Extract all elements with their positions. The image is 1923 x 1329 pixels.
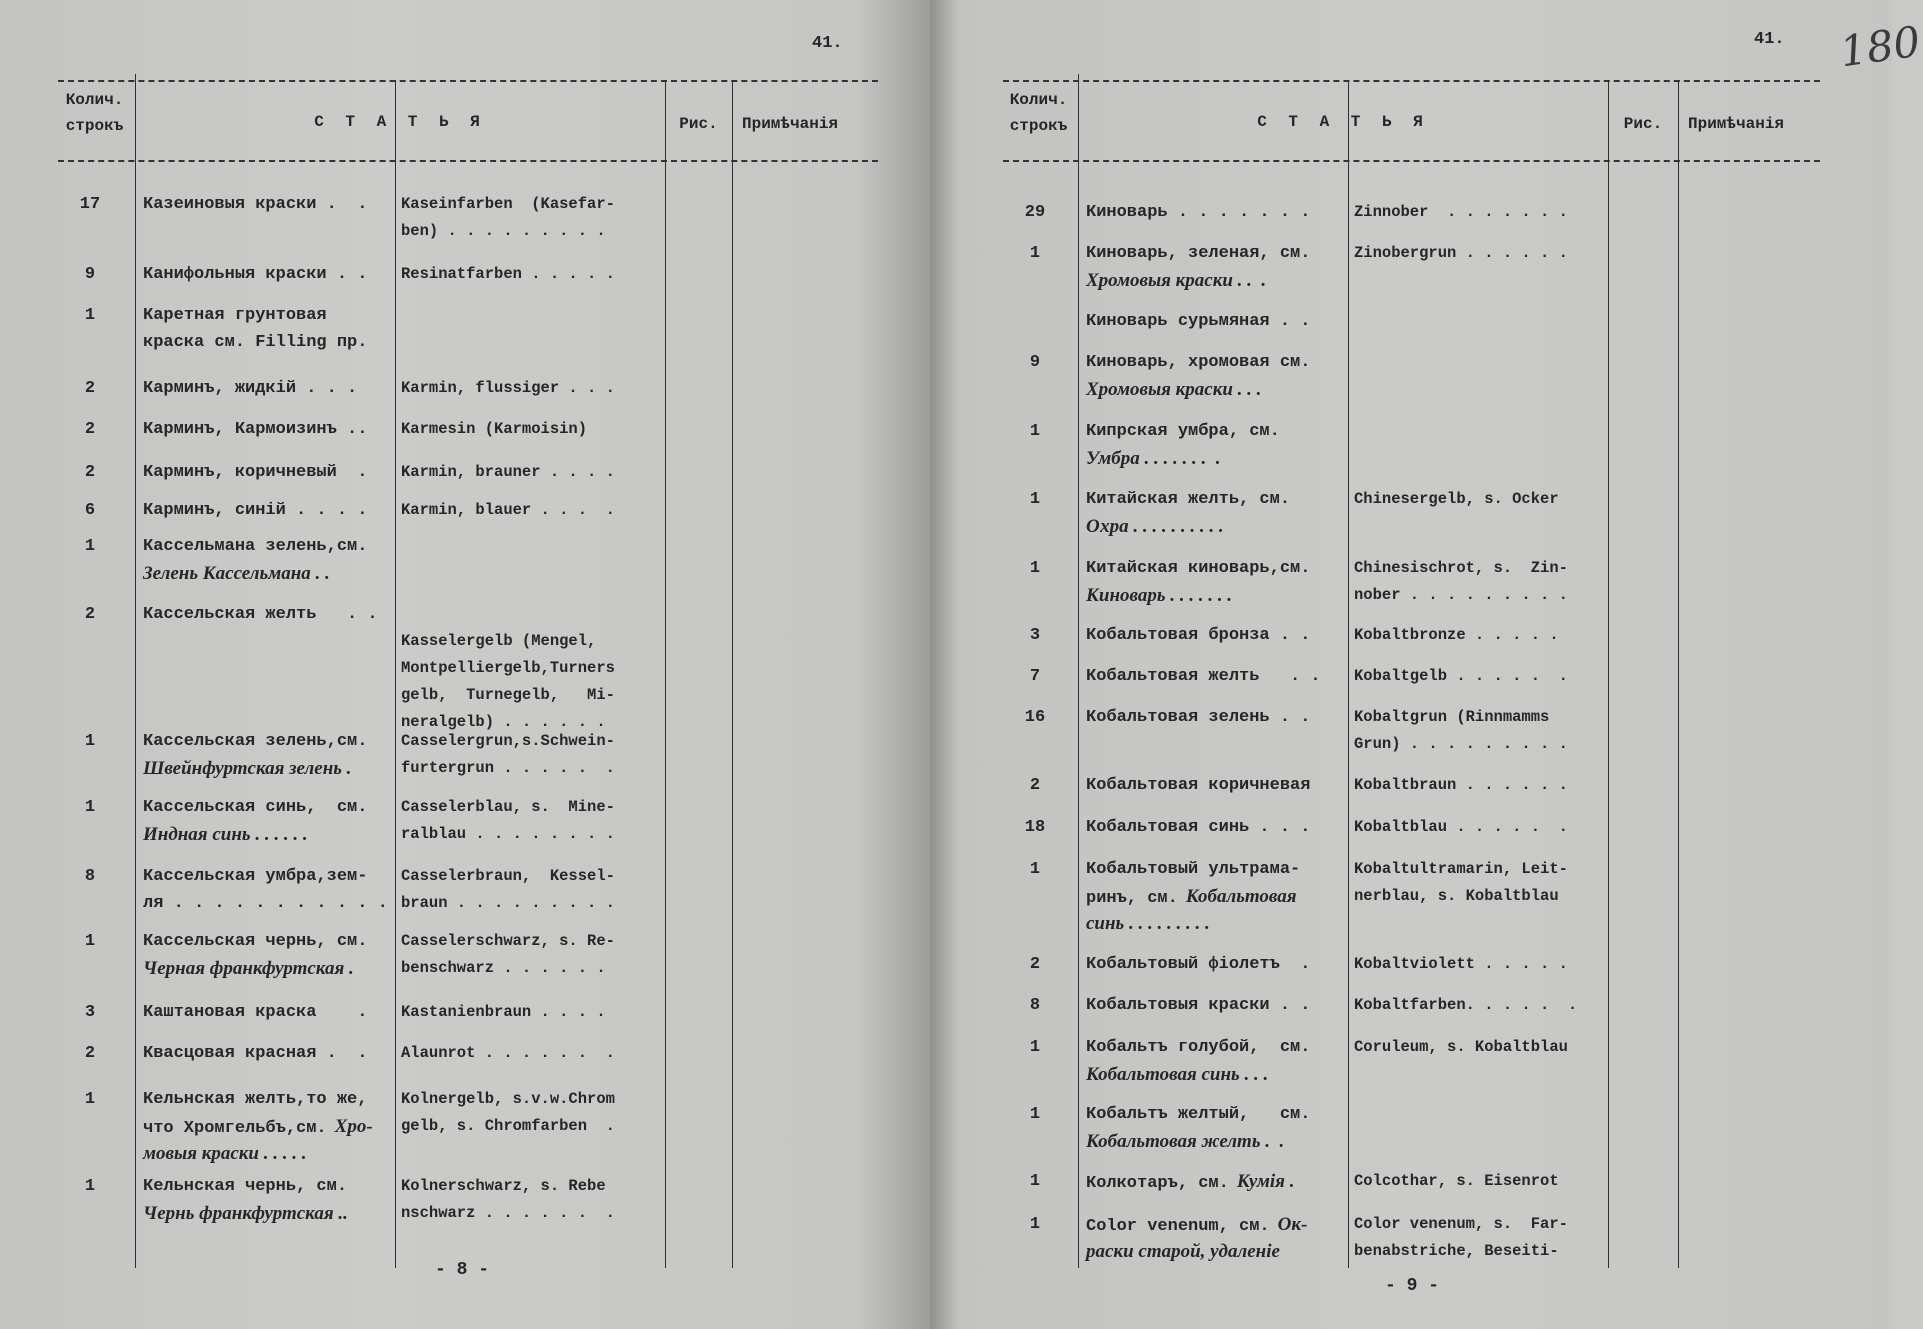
entry-russian-line — [1086, 992, 1310, 1019]
entry-russian-line — [1086, 910, 1210, 939]
entry-german-line: nober . . . . . . . . . — [1354, 586, 1568, 604]
entry-russian-line — [143, 928, 367, 955]
entry-russian-line — [1086, 1211, 1307, 1240]
entry-russian-text: Кассельская желть . . — [143, 605, 378, 624]
cross-reference-italic: Чернь франкфуртская .. — [143, 1203, 348, 1224]
entry-german-line: Zinnober . . . . . . . — [1354, 203, 1568, 221]
entry-count: 1 — [84, 798, 96, 817]
column-divider — [1078, 74, 1079, 1268]
entry-count: 3 — [1029, 626, 1041, 645]
entry-count: 3 — [84, 1003, 96, 1022]
entry-russian-text: Кобальтъ желтый, см. — [1086, 1105, 1311, 1124]
cross-reference-italic: Кумія . — [1236, 1171, 1295, 1192]
entry-russian-line — [143, 560, 330, 589]
entry-german-line: Karmin, flussiger . . . — [401, 379, 615, 397]
entry-russian-text: Кобальтовый ультрама- — [1086, 860, 1301, 879]
notes-header: Примѣчанія — [742, 115, 839, 133]
entry-count: 2 — [84, 379, 96, 398]
entry-russian-text: Киноварь . . . . . . . — [1086, 203, 1311, 222]
entry-russian-line — [1086, 1101, 1310, 1128]
entry-russian-line — [1086, 376, 1261, 405]
entry-russian-line — [143, 329, 367, 356]
entry-russian-line — [143, 728, 367, 755]
entry-german-line: ralblau . . . . . . . . — [401, 825, 615, 843]
entry-russian-text: Карминъ, жидкій . . . — [143, 379, 358, 398]
entry-russian-text: Казеиновыя краски . . — [143, 195, 368, 214]
cross-reference-italic: Хромовыя краски . . . — [1086, 270, 1267, 291]
entry-russian-line — [1086, 445, 1221, 474]
cross-reference-italic: Хромовыя краски . . . — [1086, 379, 1262, 400]
article-header: С Т А Т Ь Я — [314, 113, 486, 131]
entry-german-line: Kastanienbraun . . . . — [401, 1003, 606, 1021]
right-page-footer: - 9 - — [1385, 1276, 1440, 1296]
entry-russian-text: Кобальтъ голубой, см. — [1086, 1038, 1311, 1057]
entry-russian-line — [1086, 199, 1310, 226]
entry-russian-line — [1086, 1168, 1294, 1197]
entry-russian-line — [143, 459, 367, 486]
entry-german-line: Casselerblau, s. Mine- — [401, 798, 615, 816]
entry-german-line: Kobaltgrun (Rinnmamms — [1354, 708, 1550, 726]
entry-russian-line — [143, 1173, 347, 1200]
entry-count: 8 — [1029, 996, 1041, 1015]
entry-russian-line — [1086, 883, 1297, 912]
entry-german-line: Kobaltgelb . . . . . . — [1354, 667, 1568, 685]
entry-russian-text: Канифольныя краски . . — [143, 265, 368, 284]
entry-german-line: gelb, s. Chromfarben . — [401, 1117, 615, 1135]
entry-russian-text: Китайская желть, см. — [1086, 490, 1291, 509]
column-divider — [665, 80, 666, 1268]
entry-count: 29 — [1024, 203, 1046, 222]
entry-german-line: Kobaltblau . . . . . . — [1354, 818, 1568, 836]
entry-german-line: Casselerschwarz, s. Re- — [401, 932, 615, 950]
column-divider — [1608, 80, 1609, 1268]
count-header-line1: Колич. — [1009, 91, 1068, 109]
entry-russian-line — [143, 497, 367, 524]
entry-german-line: Chinesischrot, s. Zin- — [1354, 559, 1568, 577]
entry-russian-text: краска см. Filling пр. — [143, 333, 368, 352]
entry-russian-line — [143, 375, 357, 402]
entry-russian-line — [1086, 1238, 1280, 1267]
entry-russian-text: Кассельмана зелень,см. — [143, 537, 368, 556]
entry-count: 9 — [84, 265, 96, 284]
entry-russian-text: Киноварь, зеленая, см. — [1086, 244, 1311, 263]
entry-german-line: Alaunrot . . . . . . . — [401, 1044, 615, 1062]
entry-russian-text: Киноварь, хромовая см. — [1086, 353, 1311, 372]
entry-german-line: Color venenum, s. Far- — [1354, 1215, 1568, 1233]
entry-count: 2 — [84, 463, 96, 482]
cross-reference-italic: мовыя краски . . . . . — [143, 1143, 307, 1164]
entry-german-line: Kolnerschwarz, s. Rebe — [401, 1177, 606, 1195]
entry-count: 1 — [1029, 244, 1041, 263]
entry-count: 1 — [1029, 490, 1041, 509]
entry-german-line: Resinatfarben . . . . . — [401, 265, 615, 283]
entry-russian-text: Кобальтовая коричневая — [1086, 776, 1311, 795]
entry-russian-line — [143, 302, 327, 329]
entry-german-line: Casselergrun,s.Schwein- — [401, 732, 615, 750]
entry-german-line: benschwarz . . . . . . — [401, 959, 606, 977]
entry-german-line: Casselerbraun, Kessel- — [401, 867, 615, 885]
cross-reference-italic: Охра . . . . . . . . . . — [1086, 516, 1224, 537]
entry-german-line: gelb, Turnegelb, Mi- — [401, 686, 615, 704]
entry-russian-line — [1086, 267, 1266, 296]
entry-german-line: nschwarz . . . . . . . — [401, 1204, 615, 1222]
entry-russian-line — [1086, 513, 1224, 542]
entry-german-line: Kasselergelb (Mengel, — [401, 632, 597, 650]
entry-russian-line — [1086, 951, 1310, 978]
count-header-line2: строкъ — [65, 117, 124, 135]
entry-russian-line — [143, 1200, 348, 1229]
entry-german-line: Colcothar, s. Eisenrot — [1354, 1172, 1559, 1190]
entry-russian-text: Квасцовая красная . . — [143, 1044, 368, 1063]
entry-german-line: Kobaltultramarin, Leit- — [1354, 860, 1568, 878]
entry-russian-text: Кобальтовая желть . . — [1086, 667, 1321, 686]
entry-russian-line — [143, 601, 378, 628]
entry-count: 16 — [1024, 708, 1046, 727]
entry-russian-line — [143, 261, 367, 288]
column-divider — [395, 80, 396, 1268]
entry-german-line: Chinesergelb, s. Ocker — [1354, 490, 1559, 508]
right-page-number: 41. — [1754, 30, 1785, 49]
left-page-footer: - 8 - — [435, 1260, 490, 1280]
entry-german-line: benabstriche, Beseiti- — [1354, 1242, 1559, 1260]
entry-russian-line — [143, 890, 388, 917]
column-divider — [732, 80, 733, 1268]
article-header: С Т А Т Ь Я — [1257, 113, 1429, 131]
entry-russian-text: Кассельская зелень,см. — [143, 732, 368, 751]
entry-count: 1 — [1029, 1172, 1041, 1191]
entry-russian-line — [143, 416, 367, 443]
entry-german-line: Karmin, brauner . . . . — [401, 463, 615, 481]
entry-german-line: Kobaltbraun . . . . . . — [1354, 776, 1568, 794]
entry-russian-text: Color venenum, см. — [1086, 1217, 1270, 1236]
entry-german-line: Montpelliergelb,Turners — [401, 659, 615, 677]
entry-russian-line — [1086, 308, 1310, 335]
entry-german-line: neralgelb) . . . . . . — [401, 713, 606, 731]
entry-count: 6 — [84, 501, 96, 520]
entry-russian-text: Кипрская умбра, см. — [1086, 422, 1280, 441]
cross-reference-italic: Зелень Кассельмана . . — [143, 563, 330, 584]
cross-reference-italic: Ок- — [1277, 1214, 1308, 1235]
cross-reference-italic: Кобальтовая — [1185, 886, 1297, 907]
entry-russian-text: ля . . . . . . . . . . . — [143, 894, 388, 913]
entry-russian-line — [1086, 1128, 1284, 1157]
entry-russian-text: Каштановая краска . — [143, 1003, 368, 1022]
entry-russian-line — [1086, 240, 1310, 267]
entry-count: 2 — [84, 1044, 96, 1063]
cross-reference-italic: раски старой, удаленіе — [1086, 1241, 1280, 1262]
entry-russian-text: Каретная грунтовая — [143, 306, 327, 325]
entry-russian-text: Кобальтовый фіолетъ . — [1086, 955, 1311, 974]
entry-count: 1 — [1029, 422, 1041, 441]
entry-russian-text: Кобальтовая зелень . . — [1086, 708, 1311, 727]
entry-russian-text: Кельнская желть,то же, — [143, 1090, 368, 1109]
entry-german-line: Zinobergrun . . . . . . — [1354, 244, 1568, 262]
entry-russian-line — [1086, 418, 1280, 445]
entry-count: 1 — [1029, 860, 1041, 879]
cross-reference-italic: Киноварь . . . . . . . — [1086, 585, 1233, 606]
entry-german-line: furtergrun . . . . . . — [401, 759, 615, 777]
entry-russian-line — [143, 999, 367, 1026]
entry-russian-text: Колкотаръ, см. — [1086, 1174, 1229, 1193]
header-rule-top — [58, 80, 878, 82]
entry-russian-text: Кассельская умбра,зем- — [143, 867, 368, 886]
entry-german-line: Karmin, blauer . . . . — [401, 501, 615, 519]
entry-russian-line — [1086, 1061, 1268, 1090]
entry-russian-line — [143, 191, 367, 218]
entry-russian-line — [143, 955, 354, 984]
entry-russian-text: Кассельская синь, см. — [143, 798, 368, 817]
entry-count: 9 — [1029, 353, 1041, 372]
handwritten-folio-number: 180 — [1836, 16, 1923, 77]
entry-russian-line — [143, 755, 351, 784]
entry-german-line: ben) . . . . . . . . . — [401, 222, 606, 240]
entry-russian-line — [1086, 663, 1321, 690]
entry-russian-line — [1086, 704, 1310, 731]
entry-count: 1 — [1029, 1038, 1041, 1057]
entry-count: 2 — [84, 605, 96, 624]
entry-russian-text: Кассельская чернь, см. — [143, 932, 368, 951]
entry-russian-line — [1086, 486, 1290, 513]
cross-reference-italic: Хро- — [334, 1116, 373, 1137]
entry-russian-text: Карминъ, Кармоизинъ .. — [143, 420, 368, 439]
entry-german-line: Kolnergelb, s.v.w.Chrom — [401, 1090, 615, 1108]
entry-russian-line — [1086, 555, 1310, 582]
entry-russian-line — [143, 863, 367, 890]
entry-german-line: Karmesin (Karmoisin) — [401, 420, 588, 438]
entry-russian-text: Кобальтовая бронза . . — [1086, 626, 1311, 645]
entry-german-line: nerblau, s. Kobaltblau — [1354, 887, 1559, 905]
entry-russian-text: Кобальтовыя краски . . — [1086, 996, 1311, 1015]
header-rule-top — [1003, 80, 1820, 82]
notes-header: Примѣчанія — [1688, 115, 1785, 133]
column-divider — [135, 74, 136, 1268]
entry-russian-line — [143, 821, 308, 850]
entry-count: 1 — [84, 1090, 96, 1109]
entry-russian-line — [1086, 349, 1310, 376]
entry-count: 17 — [79, 195, 101, 214]
entry-russian-text: Киноварь сурьмяная . . — [1086, 312, 1311, 331]
entry-russian-text: ринъ, см. — [1086, 889, 1178, 908]
entry-russian-text: что Хромгельбъ,см. — [143, 1119, 327, 1138]
entry-german-line: Kaseinfarben (Kasefar- — [401, 195, 615, 213]
entry-russian-line — [1086, 622, 1310, 649]
entry-german-line: Kobaltbronze . . . . . — [1354, 626, 1559, 644]
entry-russian-line — [1086, 814, 1310, 841]
cross-reference-italic: Индная синь . . . . . . — [143, 824, 308, 845]
entry-russian-line — [143, 1040, 367, 1067]
entry-russian-text: Кельнская чернь, см. — [143, 1177, 348, 1196]
entry-count: 1 — [1029, 1215, 1041, 1234]
entry-count: 1 — [84, 1177, 96, 1196]
entry-german-line: braun . . . . . . . . . — [401, 894, 615, 912]
column-divider — [1348, 80, 1349, 1268]
entry-russian-text: Кобальтовая синь . . . — [1086, 818, 1311, 837]
entry-russian-line — [1086, 772, 1310, 799]
entry-german-line: Kobaltviolett . . . . . — [1354, 955, 1568, 973]
entry-german-line: Kobaltfarben. . . . . . — [1354, 996, 1578, 1014]
cross-reference-italic: синь . . . . . . . . . — [1086, 913, 1210, 934]
entry-russian-line — [143, 1140, 307, 1169]
entry-russian-text: Китайская киноварь,см. — [1086, 559, 1311, 578]
left-page-number: 41. — [812, 34, 843, 53]
entry-count: 1 — [84, 306, 96, 325]
cross-reference-italic: Кобальтовая желть . . — [1086, 1131, 1285, 1152]
entry-russian-line — [143, 794, 367, 821]
entry-russian-line — [143, 1113, 373, 1142]
column-divider — [1678, 80, 1679, 1268]
count-header-line2: строкъ — [1009, 117, 1068, 135]
entry-count: 7 — [1029, 667, 1041, 686]
entry-russian-line — [143, 1086, 367, 1113]
entry-russian-line — [143, 533, 367, 560]
header-rule-bottom — [1003, 160, 1820, 162]
cross-reference-italic: Кобальтовая синь . . . — [1086, 1064, 1269, 1085]
entry-russian-line — [1086, 582, 1232, 611]
entry-russian-text: Карминъ, коричневый . — [143, 463, 368, 482]
entry-german-line: Coruleum, s. Kobaltblau — [1354, 1038, 1568, 1056]
entry-count: 1 — [84, 537, 96, 556]
entry-count: 1 — [1029, 1105, 1041, 1124]
entry-count: 2 — [1029, 776, 1041, 795]
header-rule-bottom — [58, 160, 878, 162]
entry-count: 1 — [84, 732, 96, 751]
entry-count: 2 — [1029, 955, 1041, 974]
cross-reference-italic: Умбра . . . . . . . . — [1086, 448, 1221, 469]
entry-german-line: Grun) . . . . . . . . . — [1354, 735, 1568, 753]
cross-reference-italic: Швейнфуртская зелень . — [143, 758, 352, 779]
entry-count: 1 — [84, 932, 96, 951]
entry-count: 2 — [84, 420, 96, 439]
entry-russian-line — [1086, 856, 1300, 883]
figure-header: Рис. — [679, 115, 718, 133]
entry-count: 1 — [1029, 559, 1041, 578]
cross-reference-italic: Черная франкфуртская . — [143, 958, 354, 979]
count-header-line1: Колич. — [65, 91, 124, 109]
entry-russian-line — [1086, 1034, 1310, 1061]
figure-header: Рис. — [1623, 115, 1663, 133]
entry-count: 18 — [1024, 818, 1046, 837]
entry-russian-text: Карминъ, синій . . . . — [143, 501, 368, 520]
entry-count: 8 — [84, 867, 96, 886]
